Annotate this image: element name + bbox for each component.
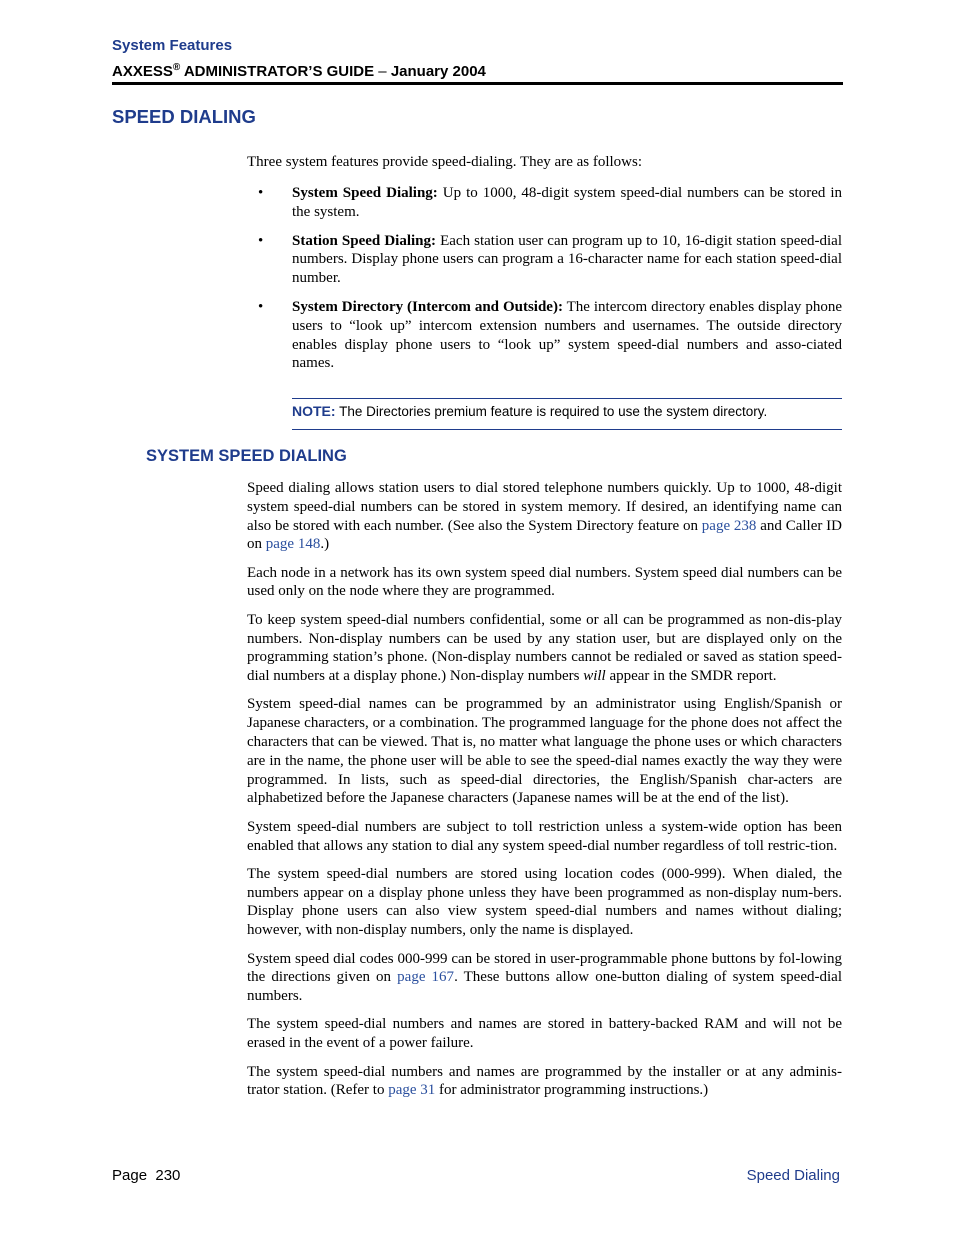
paragraph <box>247 479 842 554</box>
paragraph-text: .) <box>320 536 330 553</box>
header-date: January 2004 <box>390 63 486 80</box>
list-item <box>247 232 842 288</box>
note-box <box>292 398 842 430</box>
header-section-title: System Features <box>112 37 233 54</box>
bullet-icon: • <box>258 298 264 315</box>
page-148-link[interactable]: page 148 <box>265 536 321 553</box>
list-item <box>247 298 842 373</box>
paragraph-text: The system speed-dial numbers and names are programmed by the installer or at any adminis-trator station. (Refer to <box>247 1063 842 1099</box>
page-title: SPEED DIALING <box>112 106 256 127</box>
list-item-term: System Speed Dialing: <box>292 185 438 201</box>
header-guide: ADMINISTRATOR’S GUIDE <box>180 63 375 80</box>
paragraph: The system speed-dial numbers and names are stored in battery-backed RAM and will not be erased in the event of a power failure. <box>247 1016 842 1052</box>
header-product: AXXESS <box>112 63 173 80</box>
list-item-term: System Directory (Intercom and Outside): <box>292 298 563 315</box>
paragraph-text: To keep system speed-dial numbers confidential, some or all can be programmed as non-dis-play numbers. Non-display numbers can be used by any station user, but are displayed only on the programming station’s phone. (Non-display numbers cannot be redialed or saved as station speed-dial numbers at a display phone.) Non-display numbers <box>247 611 842 685</box>
emphasis: will <box>583 668 606 685</box>
paragraph: System speed-dial numbers are subject to toll restriction unless a system-wide option has been enabled that allows any station to dial any system speed-dial number regardless of toll restric-tion. <box>247 818 842 854</box>
registered-mark: ® <box>172 62 181 73</box>
note-label: NOTE: <box>292 403 336 419</box>
list-item-term: Station Speed Dialing: <box>292 232 437 249</box>
paragraph-text: . These buttons allow one-button dialing of system speed-dial numbers. <box>247 969 842 1005</box>
running-header <box>112 36 843 83</box>
section-subtitle: SYSTEM SPEED DIALING <box>146 447 347 465</box>
paragraph <box>247 950 842 1006</box>
paragraph-text: and Caller ID on <box>247 517 842 553</box>
paragraph-text: for administrator programming instructions.) <box>435 1082 709 1099</box>
paragraph-text: Speed dialing allows station users to dial stored telephone numbers quickly. Up to 1000, 48-digit system speed-dial numbers can be stored in system memory. If desired, an identifying name can also be stored with each number. (See also the System Directory feature on <box>247 480 842 534</box>
paragraph-text: System speed dial codes 000-999 can be stored in user-programmable phone buttons by fol-lowing the directions given on <box>247 950 842 986</box>
paragraph <box>247 1063 842 1101</box>
list-item-text: The intercom directory enables display phone users to “look up” intercom extension numbers and usernames. The outside directory enables display phone users to “look up” system speed-dial numbers and asso-ciated names. <box>292 298 842 372</box>
bullet-icon: • <box>258 185 264 201</box>
header-dash: – <box>374 63 391 80</box>
paragraph: Each node in a network has its own system speed dial numbers. System speed dial numbers can be used only on the node where they are programmed. <box>247 564 842 600</box>
page-238-link[interactable]: page 238 <box>701 517 757 534</box>
page-167-link[interactable]: page 167 <box>397 969 455 986</box>
paragraph: System speed-dial names can be programmed by an administrator using English/Spanish or Japanese characters, or a combination. The programmed language for the phone does not affect the characters that can be viewed. That is, no matter what language the phone uses or which characters are in the name, the phone user will be able to see the speed-dial names exactly the way they were programmed. In lists, such as speed-dial directories, the English/Spanish char-acters are alphabetized before the Japanese characters (Japanese names will be at the end of the list). <box>247 696 842 807</box>
bullet-icon: • <box>258 232 264 249</box>
section-body <box>247 479 842 1110</box>
paragraph: The system speed-dial numbers are stored using location codes (000-999). When dialed, the numbers appear on a display phone unless they have been programmed as non-display num-bers. Display phone users can also view system speed-dial numbers and names without dialing; however, with non-display numbers, only the name is displayed. <box>247 865 842 939</box>
page-31-link[interactable]: page 31 <box>388 1082 436 1099</box>
feature-list <box>247 184 842 383</box>
header-guide-title <box>112 57 843 83</box>
list-item <box>247 184 842 222</box>
paragraph-text: appear in the SMDR report. <box>605 668 777 685</box>
paragraph <box>247 611 842 686</box>
intro-paragraph: Three system features provide speed-dialing. They are as follows: <box>247 154 643 170</box>
footer-page-number: Page 230 <box>112 1167 181 1184</box>
header-rule <box>112 82 843 85</box>
footer-chapter: Speed Dialing <box>746 1167 840 1184</box>
list-item-text: Up to 1000, 48-digit system speed-dial numbers can be stored in the system. <box>292 185 843 220</box>
note-text: The Directories premium feature is required to use the system directory. <box>335 404 768 419</box>
list-item-text: Each station user can program up to 10, 16-digit station speed-dial numbers. Display phone users can program a 16-character name for each station speed-dial number. <box>292 232 842 287</box>
